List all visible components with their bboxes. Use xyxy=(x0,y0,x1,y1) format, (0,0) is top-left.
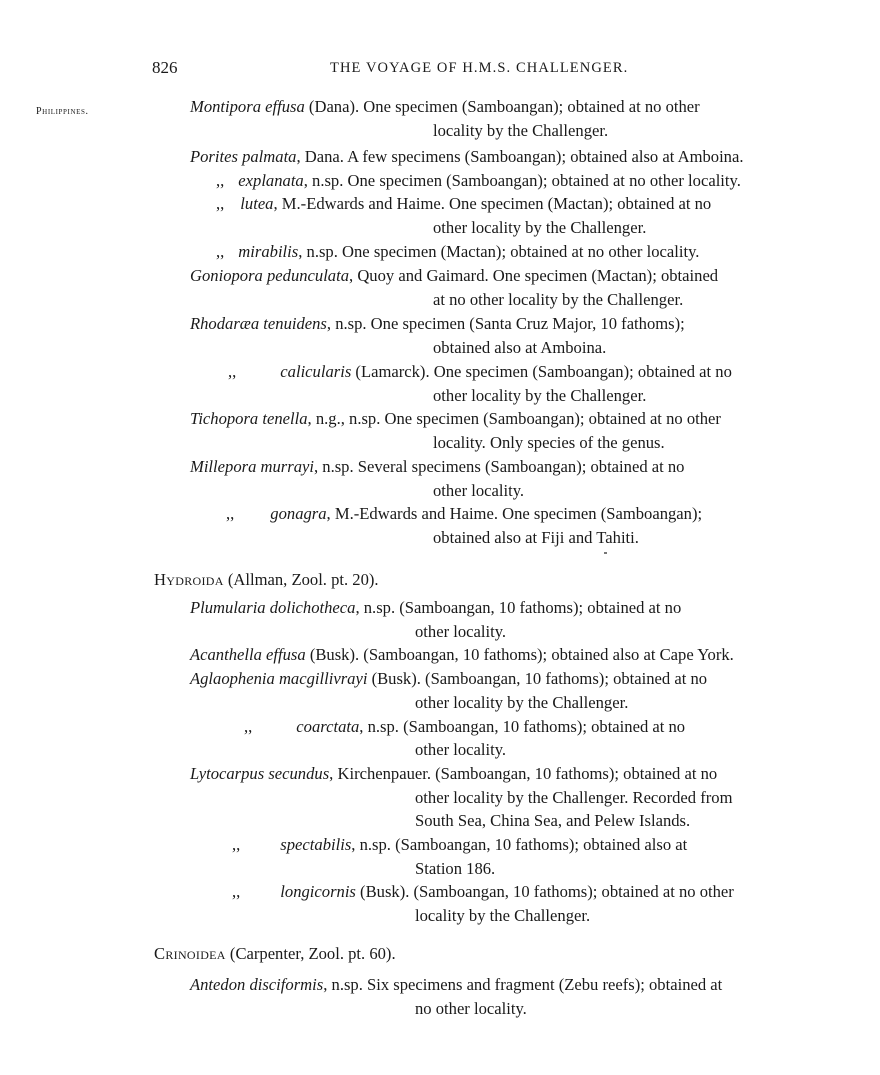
entry-text: (Busk). (Samboangan, 10 fathoms); obtained also at Cape York. xyxy=(305,645,734,664)
species-name: Goniopora pedunculata xyxy=(190,266,350,285)
section-heading-ref: (Carpenter, Zool. pt. 60). xyxy=(225,944,396,963)
entry-text: , Kirchenpauer. (Samboangan, 10 fathoms); obtained at no xyxy=(329,764,718,783)
entry-text: , n.sp. (Samboangan, 10 fathoms); obtained at no xyxy=(359,717,686,736)
entry-text: , Quoy and Gaimard. One specimen (Mactan); obtained xyxy=(349,266,719,285)
entry-continuation: other locality by the Challenger. xyxy=(433,218,647,237)
entry-continuation: other locality by the Challenger. xyxy=(433,386,647,405)
species-name: Lytocarpus secundus xyxy=(190,764,330,783)
entry-text: , Dana. A few specimens (Samboangan); obtained also at Amboina. xyxy=(296,147,744,166)
entry-line xyxy=(226,504,702,524)
entry-text: , n.sp. Six specimens and fragment (Zebu reefs); obtained at xyxy=(323,975,723,994)
entry-continuation: South Sea, China Sea, and Pelew Islands. xyxy=(415,811,691,830)
species-name: Plumularia dolichotheca xyxy=(190,598,356,617)
entry-continuation: at no other locality by the Challenger. xyxy=(433,290,684,309)
species-name: coarctata xyxy=(296,717,360,736)
species-name: Porites palmata xyxy=(190,147,297,166)
species-name: gonagra xyxy=(270,504,327,523)
entry-line xyxy=(228,362,732,382)
entry-text: (Busk). (Samboangan, 10 fathoms); obtained at no xyxy=(367,669,708,688)
ditto-mark: ,, xyxy=(244,717,253,736)
entry-continuation: other locality. xyxy=(415,740,507,759)
entry-line xyxy=(232,835,687,855)
entry-text: , n.sp. One specimen (Mactan); obtained at no other locality. xyxy=(298,242,700,261)
entry-line xyxy=(190,457,684,477)
entry-text: (Dana). One specimen (Samboangan); obtained at no other xyxy=(304,97,700,116)
entry-text: , n.g., n.sp. One specimen (Samboangan); obtained at no other xyxy=(307,409,721,428)
ditto-mark: ,, xyxy=(216,242,225,261)
species-name: explanata xyxy=(238,171,304,190)
entry-line xyxy=(216,194,711,214)
species-name: longicornis xyxy=(280,882,356,901)
section-heading-ref: (Allman, Zool. pt. 20). xyxy=(223,570,379,589)
ditto-mark: ,, xyxy=(232,882,241,901)
running-title: THE VOYAGE OF H.M.S. CHALLENGER. xyxy=(330,60,629,76)
section-heading-crinoidea xyxy=(154,944,396,964)
species-name: calicularis xyxy=(280,362,352,381)
ditto-mark: ,, xyxy=(232,835,241,854)
species-name: lutea xyxy=(240,194,274,213)
species-name: Aglaophenia macgillivrayi xyxy=(190,669,368,688)
entry-continuation: other locality by the Challenger. xyxy=(415,693,629,712)
entry-continuation: obtained also at Amboina. xyxy=(433,338,607,357)
entry-text: (Busk). (Samboangan, 10 fathoms); obtained at no other xyxy=(355,882,734,901)
entry-continuation: locality by the Challenger. xyxy=(415,906,591,925)
entry-continuation: obtained also at Fiji and Tahiti. xyxy=(433,528,639,547)
entry-text: , M.-Edwards and Haime. One specimen (Samboangan); xyxy=(326,504,703,523)
section-heading-title: Hydroida xyxy=(154,570,224,589)
entry-line xyxy=(244,717,685,737)
entry-text: , n.sp. Several specimens (Samboangan); obtained at no xyxy=(313,457,685,476)
species-name: Rhodaræa tenuidens xyxy=(190,314,327,333)
species-name: Tichopora tenella xyxy=(190,409,308,428)
entry-line xyxy=(190,645,734,665)
entry-line xyxy=(216,171,741,191)
entry-continuation: locality. Only species of the genus. xyxy=(433,433,665,452)
entry-line xyxy=(190,669,707,689)
entry-continuation: other locality. xyxy=(433,481,525,500)
entry-text: , n.sp. (Samboangan, 10 fathoms); obtained at no xyxy=(355,598,682,617)
ink-speck xyxy=(604,552,607,554)
margin-note-locality: Philippines. xyxy=(36,106,89,117)
entry-line xyxy=(190,266,718,286)
entry-line xyxy=(190,314,685,334)
entry-text: , n.sp. (Samboangan, 10 fathoms); obtained also at xyxy=(351,835,688,854)
entry-line xyxy=(190,147,744,167)
section-heading-title: Crinoidea xyxy=(154,944,226,963)
entry-line xyxy=(232,882,734,902)
entry-text: , n.sp. One specimen (Santa Cruz Major, 10 fathoms); xyxy=(326,314,685,333)
ditto-mark: ,, xyxy=(216,194,225,213)
species-name: Montipora effusa xyxy=(190,97,305,116)
entry-line xyxy=(190,975,722,995)
entry-line xyxy=(190,764,717,784)
entry-continuation: locality by the Challenger. xyxy=(433,121,609,140)
entry-text: , n.sp. One specimen (Samboangan); obtained at no other locality. xyxy=(303,171,741,190)
entry-text: (Lamarck). One specimen (Samboangan); obtained at no xyxy=(351,362,732,381)
ditto-mark: ,, xyxy=(216,171,225,190)
entry-line xyxy=(190,409,721,429)
section-heading-hydroida xyxy=(154,570,379,590)
species-name: Millepora murrayi xyxy=(190,457,314,476)
entry-line xyxy=(190,598,681,618)
page-number: 826 xyxy=(152,58,178,77)
entry-continuation: no other locality. xyxy=(415,999,527,1018)
entry-continuation: Station 186. xyxy=(415,859,496,878)
species-name: Antedon disciformis xyxy=(190,975,324,994)
entry-text: , M.-Edwards and Haime. One specimen (Mactan); obtained at no xyxy=(273,194,712,213)
entry-continuation: other locality by the Challenger. Recorded from xyxy=(415,788,733,807)
ditto-mark: ,, xyxy=(228,362,237,381)
entry-line xyxy=(190,97,700,117)
species-name: Acanthella effusa xyxy=(190,645,306,664)
species-name: spectabilis xyxy=(280,835,352,854)
ditto-mark: ,, xyxy=(226,504,235,523)
entry-line xyxy=(216,242,699,262)
species-name: mirabilis xyxy=(238,242,299,261)
entry-continuation: other locality. xyxy=(415,622,507,641)
